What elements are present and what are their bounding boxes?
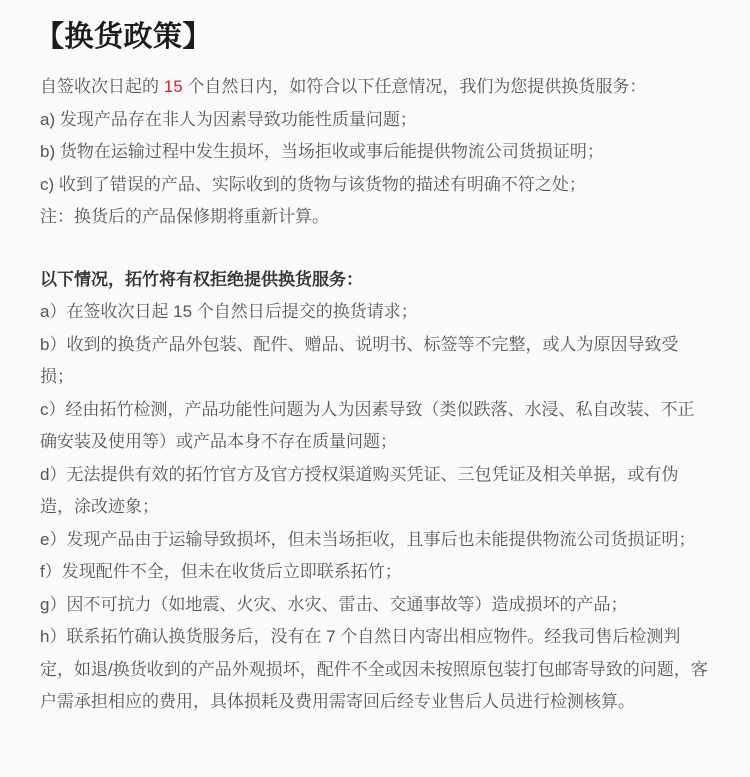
intro-text-after: 个自然日内，如符合以下任意情况，我们为您提供换货服务： [182,77,647,96]
refusal-conditions-list [40,296,710,719]
page-title: 【换货政策】 [35,21,213,53]
refuse-item-e: e）发现产品由于运输导致损坏，但未当场拒收，且事后也未能提供物流公司货损证明； [40,529,696,549]
eligible-conditions-list [40,104,710,234]
refuse-item-a: a）在签收次日起 15 个自然日后提交的换货请求； [40,302,418,321]
refuse-item-b: b）收到的换货产品外包装、配件、赠品、说明书、标签等不完整，或人为原因导致受损； [40,334,679,386]
refuse-item-f: f）发现配件不全，但未在收货后立即联系拓竹； [40,562,402,581]
intro-text-before: 自签收次日起的 [40,77,164,96]
eligible-note: 注：换货后的产品保修期将重新计算。 [40,207,329,226]
refuse-item-d: d）无法提供有效的拓竹官方及官方授权渠道购买凭证、三包凭证及相关单据，或有伪造，涂改迹象； [40,464,679,516]
eligible-item-a: a) 发现产品存在非人为因素导致功能性质量问题； [40,109,417,129]
eligible-item-c: c) 收到了错误的产品、实际收到的货物与该货物的描述有明确不符之处； [40,174,586,194]
refuse-item-h: h）联系拓竹确认换货服务后，没有在 7 个自然日内寄出相应物件。经我司售后检测判定，如退/换货收到的产品外观损坏，配件不全或因未按照原包装打包邮寄导致的问题，客户需承担相应的费用，具体损耗及费用需寄回后经专业售后人员进行检测核算。 [40,627,708,711]
refusal-section-header: 以下情况，拓竹将有权拒绝提供换货服务： [40,269,363,289]
refuse-item-g: g）因不可抗力（如地震、火灾、水灾、雷击、交通事故等）造成损坏的产品； [40,594,628,614]
eligible-item-b: b) 货物在运输过程中发生损坏，当场拒收或事后能提供物流公司货损证明； [40,142,604,161]
highlight-days-count: 15 [163,77,183,96]
intro-paragraph [40,71,710,104]
refuse-item-c: c）经由拓竹检测，产品功能性问题为人为因素导致（类似跌落、水浸、私自改装、不正确安装及使用等）或产品本身不存在质量问题； [40,399,695,451]
